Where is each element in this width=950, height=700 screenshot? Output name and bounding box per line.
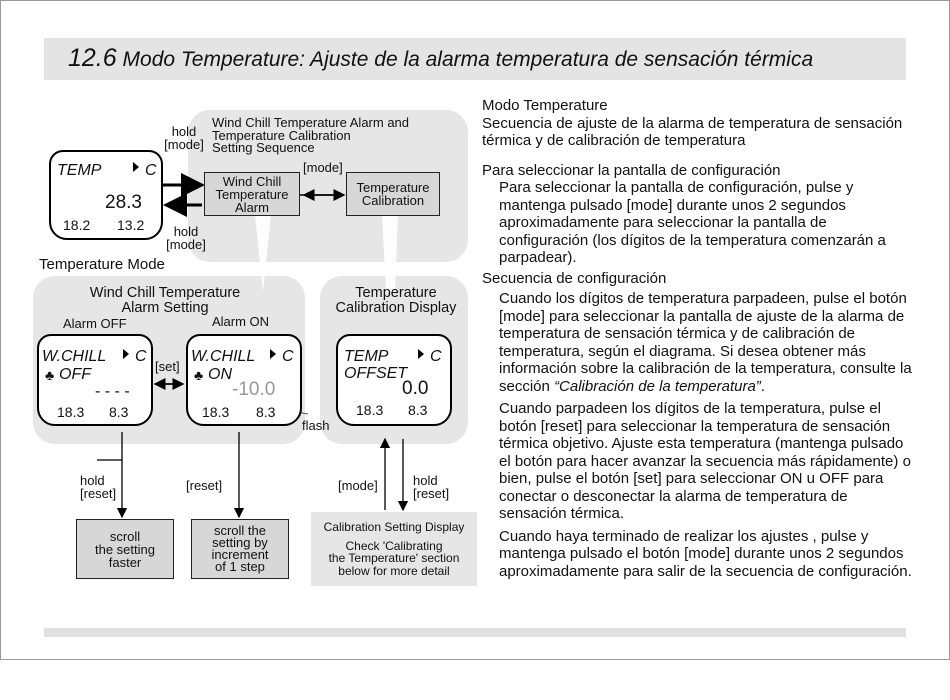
temperature-mode-label: Temperature Mode [39,256,165,273]
lcd-value-a: 18.3 [57,404,85,420]
lcd-label-wchill: W.CHILL [191,348,256,365]
alarm-off-label: Alarm OFF [63,316,127,331]
alarm-on-label: Alarm ON [212,314,270,329]
bell-icon: ♣ [194,367,204,383]
triangle-marker-icon [418,349,424,359]
lcd-value-a: 18.2 [63,217,91,233]
lcd-alarm-state: OFF [59,366,91,383]
bell-icon: ♣ [45,367,55,383]
lcd-alarm-off [37,334,153,426]
triangle-marker-icon [133,162,139,172]
lcd-value-a: 18.3 [356,402,384,418]
lcd-alarm-on [186,334,302,426]
heading-subtitle: Secuencia de ajuste de la alarma de temperatura de sensación térmica y de calibración de temperatura [482,114,903,149]
lcd-main-value: - - - - [95,383,130,400]
heading-modo-temperature: Modo Temperature [482,97,608,114]
lcd-main-value: 0.0 [402,378,429,399]
flash-label: flash [302,418,330,433]
calibration-display-title: Temperature Calibration Display [335,285,457,316]
lcd-calibration-offset [336,334,452,426]
lcd-offset-label: OFFSET [344,365,408,382]
instructions-column [482,97,912,580]
lcd-value-b: 8.3 [408,402,428,418]
scroll-faster-box: scroll the setting faster [76,519,174,579]
lcd-value-a: 18.3 [202,404,230,420]
paragraph-sequence-2: Cuando parpadeen los dígitos de la temperatura, pulse el botón [reset] para seleccionar la temperatura de sensación térmica objetivo. Ajuste esta temperatura (mantenga pulsado el botón para hacer avanzar la secuencia más rápidamente) o bien, pulse el botón [set] para seleccionar ON u OFF para conectar o desconectar la alarma de temperatura de sensación térmica. [499,400,911,522]
lcd-unit: C [145,162,157,179]
calibration-reference: “Calibración de la temperatura” [554,377,761,395]
lcd-value-b: 8.3 [109,404,129,420]
footer-bar [44,628,906,637]
lcd-label-temp: TEMP [344,348,389,365]
wind-chill-setting-title: Wind Chill Temperature Alarm Setting [89,285,241,316]
mode-label-bottom: [mode] [338,478,378,493]
set-label: [set] [155,359,180,374]
temperature-calibration-box: Temperature Calibration [346,172,440,216]
lcd-unit: C [282,348,294,365]
lcd-unit: C [135,348,147,365]
lcd-main-value: 28.3 [105,192,142,213]
lcd-value-b: 8.3 [256,404,276,420]
lcd-value-b: 13.2 [117,217,145,233]
heading-config-sequence: Secuencia de configuración [482,269,667,287]
lcd-temperature-mode [49,150,163,240]
paragraph-select-screen: Para seleccionar la pantalla de configuración, pulse y mantenga pulsado [mode] durante unos 2 segundos aproximadamente para seleccionar la pantalla de configuración (los dígitos de la temperatura comenzarán a parpadear). [499,179,886,266]
reset-label: [reset] [186,478,223,493]
heading-select-screen: Para seleccionar la pantalla de configuración [482,161,781,179]
paragraph-sequence-1: Cuando los dígitos de temperatura parpadeen, pulse el botón [mode] para seleccionar la pantalla de ajuste de la alarma de temperatura de sensación térmica y de calibración de temperatura, según el diagrama. Si desea obtener más información sobre la calibración de la temperatura, consulte la sección “Calibración de la temperatura”. [499,290,912,395]
hold-mode-bottom-label: hold [mode] [166,224,206,252]
mode-label: [mode] [303,160,343,175]
section-number: 12.6 [68,44,117,72]
scroll-step-box: scroll the setting by increment of 1 step [191,519,289,579]
triangle-marker-icon [270,349,276,359]
section-title: Modo Temperature: Ajuste de la alarma temperatura de sensación térmica [122,48,814,71]
lcd-label-temp: TEMP [57,162,102,179]
lcd-unit: C [430,348,442,365]
paragraph-sequence-3: Cuando haya terminado de realizar los ajustes , pulse y mantenga pulsado el botón [mode] durante unos 2 segundos aproximadamente para salir de la secuencia de configuración. [499,527,912,580]
hold-mode-top-label: hold [mode] [164,124,204,152]
hold-reset-left-label: hold [reset] [80,473,117,501]
lcd-alarm-state: ON [208,366,232,383]
calibration-setting-box: Calibration Setting Display Check 'Calibrating the Temperature' section below for more detail [311,512,477,586]
hold-reset-right-label: hold [reset] [413,473,450,501]
lcd-label-wchill: W.CHILL [42,348,107,365]
lcd-main-value: -10.0 [232,379,276,400]
triangle-marker-icon [123,349,129,359]
sequence-title: Wind Chill Temperature Alarm and Temperature Calibration Setting Sequence [212,115,410,155]
wind-chill-alarm-box: Wind Chill Temperature Alarm [204,172,300,216]
